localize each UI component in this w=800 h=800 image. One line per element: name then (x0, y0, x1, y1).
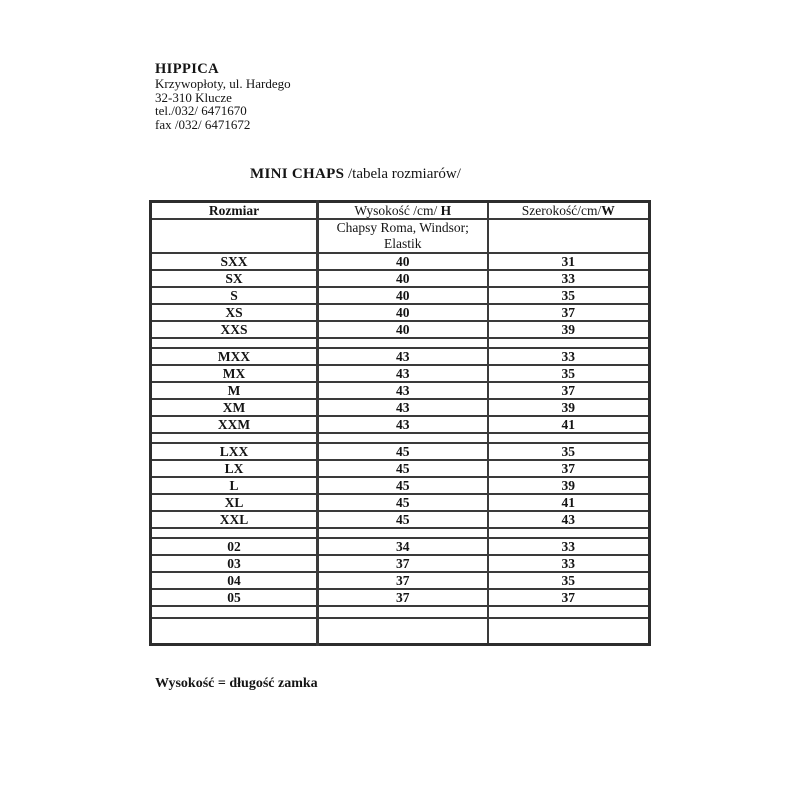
size-cell: 03 (151, 555, 318, 572)
width-cm-cell: 39 (488, 477, 650, 494)
size-cell: MXX (151, 348, 318, 365)
height-cm-cell: 43 (318, 382, 488, 399)
width-cm-cell: 35 (488, 572, 650, 589)
size-cell: XS (151, 304, 318, 321)
width-cm-cell: 33 (488, 555, 650, 572)
width-cm-cell: 35 (488, 287, 650, 304)
width-cm-cell: 41 (488, 416, 650, 433)
size-cell: SX (151, 270, 318, 287)
empty-cell (318, 606, 488, 618)
company-name: HIPPICA (155, 61, 220, 77)
height-cm-cell: 43 (318, 416, 488, 433)
width-cm-cell: 39 (488, 399, 650, 416)
empty-cell (488, 606, 650, 618)
width-cm-cell: 43 (488, 511, 650, 528)
height-cm-cell: 45 (318, 511, 488, 528)
size-row (151, 399, 650, 416)
size-row (151, 321, 650, 338)
size-row (151, 538, 650, 555)
size-row (151, 304, 650, 321)
size-row (151, 270, 650, 287)
empty-cell (151, 528, 318, 538)
height-cm-cell: 40 (318, 321, 488, 338)
width-cm-cell: 37 (488, 460, 650, 477)
size-cell: SXX (151, 253, 318, 270)
width-cm-cell: 41 (488, 494, 650, 511)
empty-cell (151, 433, 318, 443)
empty-cell (488, 338, 650, 348)
width-header-text: Szerokość/cm/ (521, 203, 602, 218)
height-header-symbol: H (440, 203, 452, 218)
size-cell: LX (151, 460, 318, 477)
width-cm-cell: 35 (488, 365, 650, 382)
width-cm-cell: 33 (488, 270, 650, 287)
height-cm-cell: 37 (318, 555, 488, 572)
height-cm-cell: 45 (318, 460, 488, 477)
column-header-width (488, 202, 650, 220)
empty-cell (488, 433, 650, 443)
column-header-size: Rozmiar (151, 202, 318, 220)
size-row (151, 572, 650, 589)
height-cm-cell: 34 (318, 538, 488, 555)
company-phone: tel./032/ 6471670 (155, 103, 247, 118)
size-row (151, 477, 650, 494)
spacer-row (151, 433, 650, 443)
page-title (250, 166, 461, 183)
column-header-height (318, 202, 488, 220)
model-list-cell (318, 219, 488, 253)
size-row (151, 555, 650, 572)
spacer-row (151, 338, 650, 348)
page-title-product: MINI CHAPS (250, 166, 345, 182)
size-cell: 02 (151, 538, 318, 555)
size-row (151, 348, 650, 365)
size-cell: XXL (151, 511, 318, 528)
empty-cell (488, 528, 650, 538)
size-row (151, 253, 650, 270)
height-cm-cell: 45 (318, 494, 488, 511)
width-cm-cell: 35 (488, 443, 650, 460)
company-block (155, 62, 291, 131)
height-cm-cell: 43 (318, 348, 488, 365)
company-postal-city: 32-310 Klucze (155, 89, 232, 105)
size-cell: M (151, 382, 318, 399)
empty-cell (151, 338, 318, 348)
height-cm-cell: 40 (318, 287, 488, 304)
empty-cell (318, 338, 488, 348)
height-cm-cell: 45 (318, 443, 488, 460)
company-fax: fax /032/ 6471672 (155, 116, 251, 132)
size-row (151, 460, 650, 477)
width-cm-cell: 39 (488, 321, 650, 338)
size-cell: MX (151, 365, 318, 382)
empty-cell (318, 618, 488, 644)
empty-cell (151, 606, 318, 618)
size-cell: XXM (151, 416, 318, 433)
spacer-row (151, 528, 650, 538)
table-subheader-row (151, 219, 650, 253)
size-row (151, 511, 650, 528)
size-cell: XM (151, 399, 318, 416)
company-address-line: Krzywopłoty, ul. Hardego (155, 76, 291, 91)
width-header-symbol: W (601, 203, 615, 218)
size-table (149, 200, 651, 646)
height-cm-cell: 43 (318, 399, 488, 416)
width-cm-cell: 37 (488, 304, 650, 321)
size-cell: 05 (151, 589, 318, 606)
size-row (151, 494, 650, 511)
size-cell: L (151, 477, 318, 494)
size-cell: LXX (151, 443, 318, 460)
width-cm-cell: 33 (488, 348, 650, 365)
empty-cell (151, 219, 318, 253)
empty-cell (318, 433, 488, 443)
width-cm-cell: 37 (488, 589, 650, 606)
size-cell: XL (151, 494, 318, 511)
size-cell: 04 (151, 572, 318, 589)
size-row (151, 365, 650, 382)
height-cm-cell: 40 (318, 304, 488, 321)
empty-cell (488, 618, 650, 644)
height-cm-cell: 45 (318, 477, 488, 494)
size-row (151, 589, 650, 606)
empty-cell (318, 528, 488, 538)
height-header-text: Wysokość /cm/ (354, 203, 441, 218)
size-row (151, 287, 650, 304)
width-cm-cell: 33 (488, 538, 650, 555)
footer-note: Wysokość = długość zamka (155, 676, 318, 691)
table-header-row (151, 202, 650, 220)
height-cm-cell: 43 (318, 365, 488, 382)
height-cm-cell: 40 (318, 253, 488, 270)
model-list-line2: Elastik (384, 236, 422, 251)
size-row (151, 416, 650, 433)
size-cell: S (151, 287, 318, 304)
width-cm-cell: 37 (488, 382, 650, 399)
size-row (151, 382, 650, 399)
model-list-line1: Chapsy Roma, Windsor; (336, 220, 469, 235)
empty-tall-row (151, 618, 650, 644)
size-cell: XXS (151, 321, 318, 338)
height-cm-cell: 37 (318, 589, 488, 606)
empty-cell (151, 618, 318, 644)
width-cm-cell: 31 (488, 253, 650, 270)
height-cm-cell: 40 (318, 270, 488, 287)
empty-row (151, 606, 650, 618)
size-table-body (151, 253, 650, 644)
size-row (151, 443, 650, 460)
page-title-suffix: /tabela rozmiarów/ (344, 166, 461, 182)
empty-cell (488, 219, 650, 253)
height-cm-cell: 37 (318, 572, 488, 589)
